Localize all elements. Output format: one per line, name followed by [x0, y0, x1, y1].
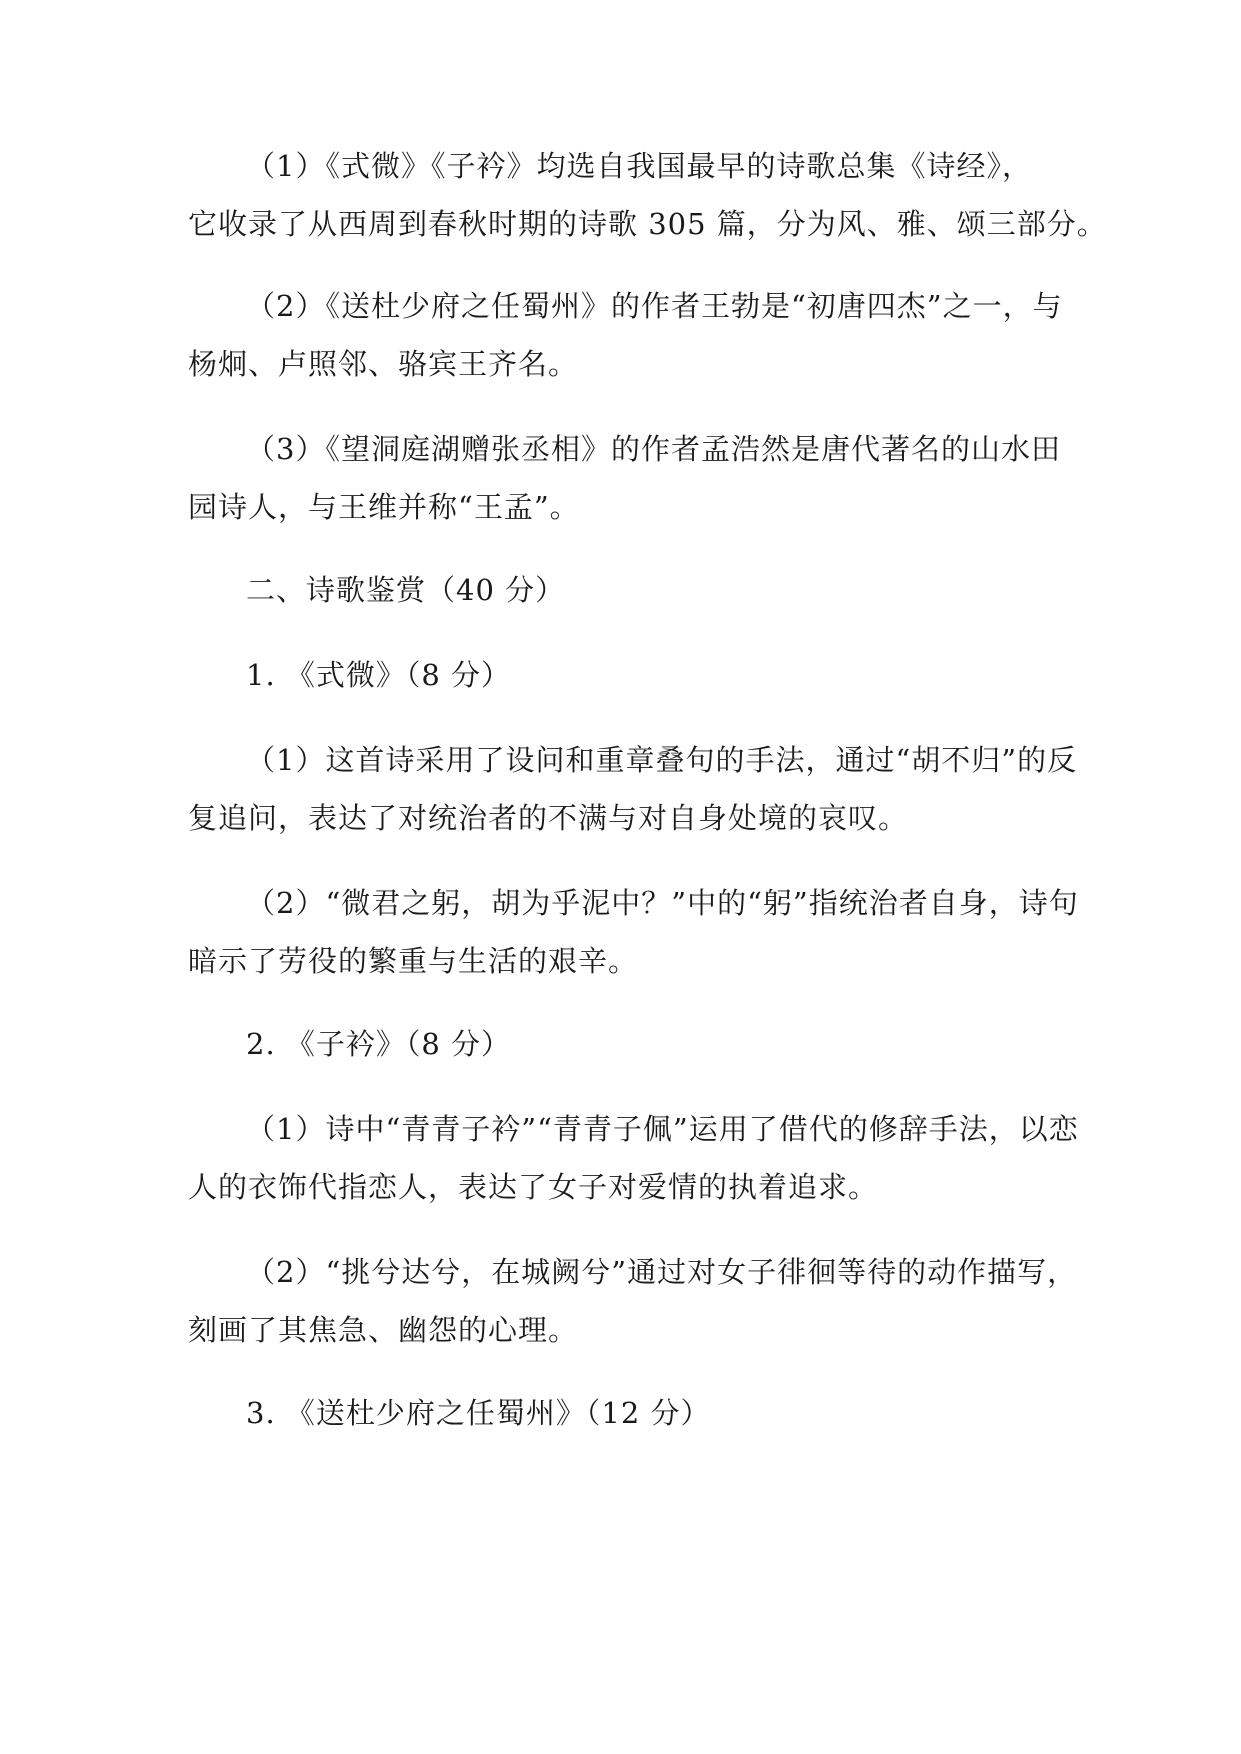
question-1-answer-2-line-1: （2）“微君之躬，胡为乎泥中？”中的“躬”指统治者自身，诗句	[246, 886, 1079, 920]
knowledge-item-1-line-2: 它收录了从西周到春秋时期的诗歌 305 篇，分为风、雅、颂三部分。	[188, 207, 1107, 241]
knowledge-item-3-line-2: 园诗人，与王维并称“王孟”。	[188, 490, 580, 524]
question-1-answer-1-line-1: （1）这首诗采用了设问和重章叠句的手法，通过“胡不归”的反	[246, 743, 1078, 777]
question-1-title: 1. 《式微》（8 分）	[246, 658, 512, 692]
question-2-answer-1-line-1: （1）诗中“青青子衿”“青青子佩”运用了借代的修辞手法，以恋	[246, 1112, 1079, 1146]
question-3-title: 3. 《送杜少府之任蜀州》（12 分）	[246, 1396, 711, 1430]
question-1-answer-1-line-2: 复追问，表达了对统治者的不满与对自身处境的哀叹。	[188, 801, 909, 835]
question-1-answer-2-line-2: 暗示了劳役的繁重与生活的艰辛。	[188, 944, 639, 978]
question-2-answer-2-line-1: （2）“挑兮达兮，在城阙兮”通过对女子徘徊等待的动作描写，	[246, 1255, 1078, 1289]
question-2-answer-2-line-2: 刻画了其焦急、幽怨的心理。	[188, 1313, 579, 1347]
knowledge-item-3-line-1: （3）《望洞庭湖赠张丞相》的作者孟浩然是唐代著名的山水田	[246, 432, 1061, 466]
knowledge-item-2-line-2: 杨炯、卢照邻、骆宾王齐名。	[188, 347, 579, 381]
knowledge-item-2-line-1: （2）《送杜少府之任蜀州》的作者王勃是“初唐四杰”之一，与	[246, 289, 1063, 323]
knowledge-item-1-line-1: （1）《式微》《子衿》均选自我国最早的诗歌总集《诗经》，	[246, 149, 1032, 183]
question-2-answer-1-line-2: 人的衣饰代指恋人，表达了女子对爱情的执着追求。	[188, 1170, 879, 1204]
section-heading: 二、诗歌鉴赏（40 分）	[246, 573, 566, 607]
question-2-title: 2. 《子衿》（8 分）	[246, 1027, 512, 1061]
